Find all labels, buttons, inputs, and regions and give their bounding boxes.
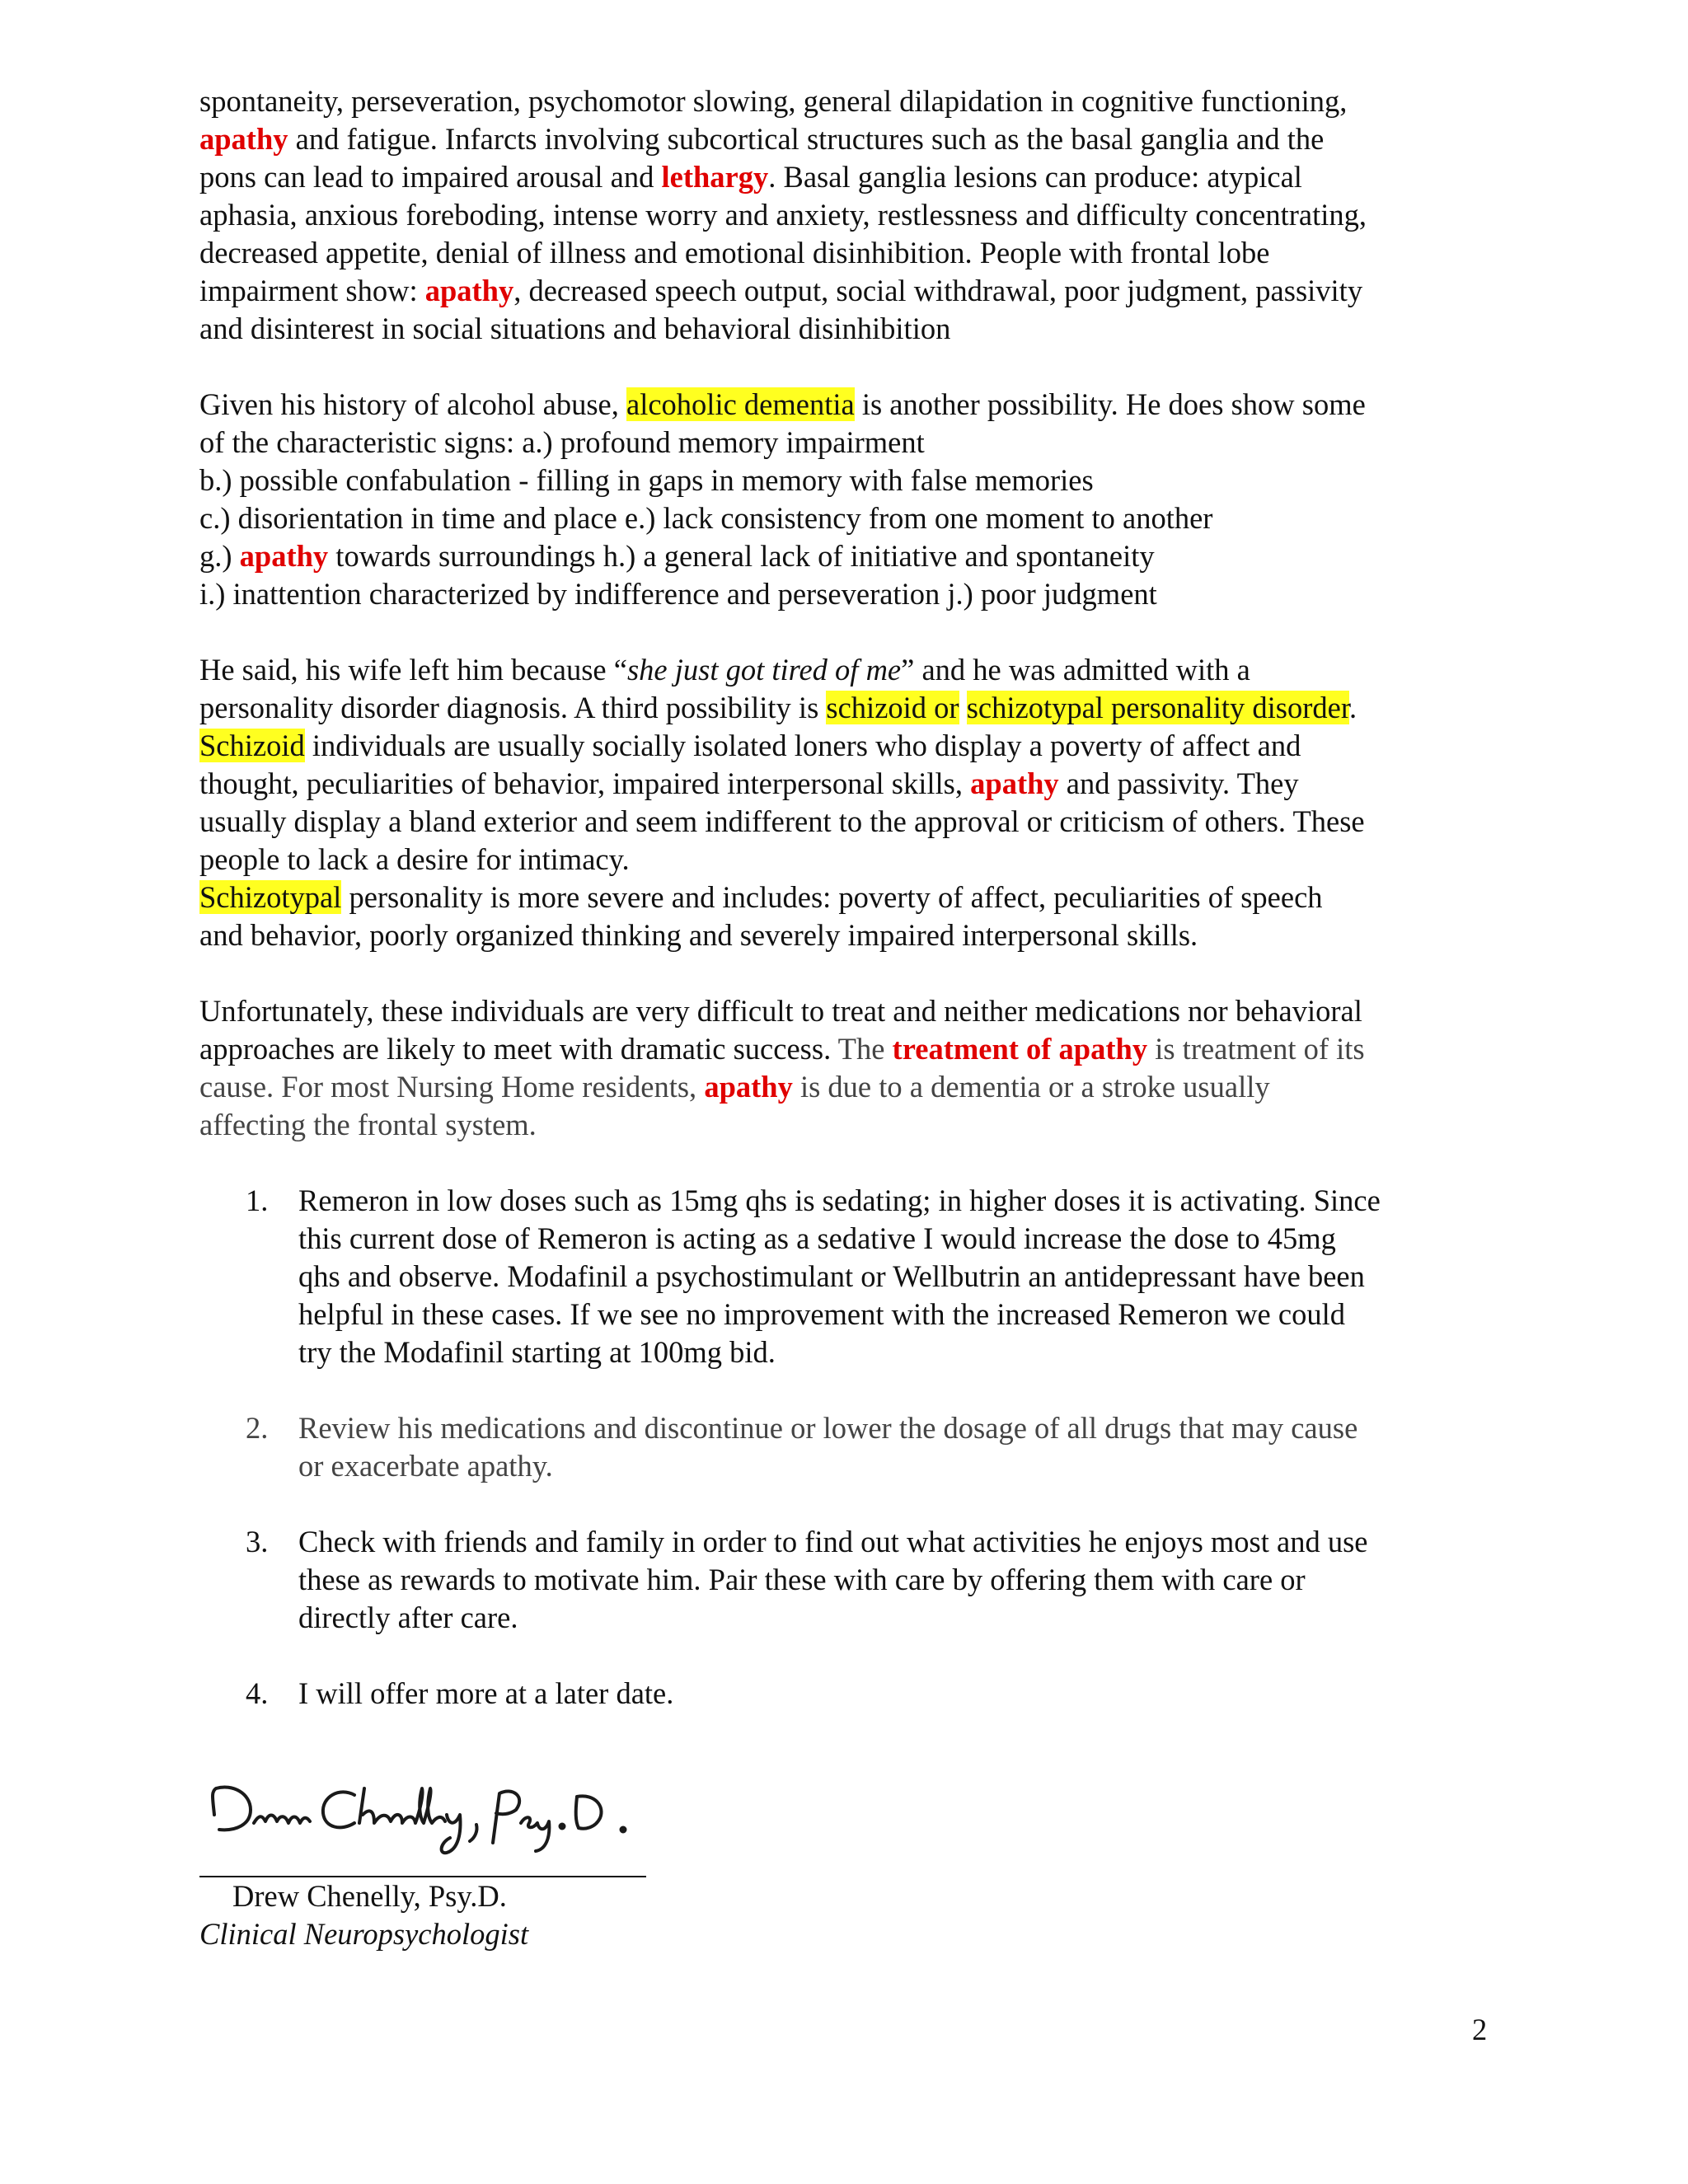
- text-line: pons can lead to impaired arousal and lethargy. Basal ganglia lesions can produce: atypical: [199, 160, 1302, 194]
- paragraph-personality-disorder: [199, 651, 1485, 954]
- text-line: g.) apathy towards surroundings h.) a general lack of initiative and spontaneity: [199, 539, 1155, 573]
- text-line: of the characteristic signs: a.) profound memory impairment: [199, 425, 925, 459]
- text-line: Schizotypal personality is more severe and includes: poverty of affect, peculiarities of speech: [199, 880, 1323, 914]
- paragraph-treatment: [199, 992, 1485, 1144]
- recommendation-4: [199, 1675, 1485, 1713]
- paragraph-subcortical: [199, 82, 1485, 348]
- text-line: and behavior, poorly organized thinking and severely impaired interpersonal skills.: [199, 918, 1198, 952]
- text-line: this current dose of Remeron is acting as a sedative I would increase the dose to 45mg: [298, 1221, 1336, 1255]
- text-line: i.) inattention characterized by indifference and perseveration j.) poor judgment: [199, 577, 1157, 611]
- highlight-schizoid: schizoid or: [826, 691, 959, 724]
- text-line: try the Modafinil starting at 100mg bid.: [298, 1335, 776, 1369]
- term-apathy: apathy: [199, 122, 288, 156]
- term-lethargy: lethargy: [661, 160, 769, 194]
- text-line: thought, peculiarities of behavior, impaired interpersonal skills, apathy and passivity. They: [199, 766, 1299, 800]
- text-line: directly after care.: [298, 1601, 518, 1634]
- highlight-schizotypal-disorder: schizotypal personality disorder: [966, 691, 1349, 724]
- list-number: 1.: [246, 1183, 269, 1217]
- text-line: Check with friends and family in order to find out what activities he enjoys most and use: [298, 1525, 1368, 1558]
- text-line: spontaneity, perseveration, psychomotor slowing, general dilapidation in cognitive functioning,: [199, 84, 1348, 118]
- list-number: 2.: [246, 1411, 269, 1445]
- highlight-alcoholic-dementia: alcoholic dementia: [626, 387, 855, 421]
- document-body: [199, 82, 1485, 1750]
- signature-drawing: [199, 1764, 678, 1863]
- text-line: Schizoid individuals are usually socially isolated loners who display a poverty of affect and: [199, 729, 1301, 762]
- text-line: people to lack a desire for intimacy.: [199, 842, 630, 876]
- term-apathy: apathy: [239, 539, 329, 573]
- text-line: impairment show: apathy, decreased speech output, social withdrawal, poor judgment, passivity: [199, 274, 1363, 307]
- text-line: apathy and fatigue. Infarcts involving subcortical structures such as the basal ganglia and the: [199, 122, 1325, 156]
- text-line: usually display a bland exterior and seem indifferent to the approval or criticism of others. These: [199, 804, 1365, 838]
- signatory-name: Drew Chenelly, Psy.D.: [232, 1879, 507, 1913]
- handwritten-signature: [199, 1764, 678, 1863]
- text-line: decreased appetite, denial of illness and emotional disinhibition. People with frontal lobe: [199, 236, 1270, 269]
- text-line: Remeron in low doses such as 15mg qhs is sedating; in higher doses it is activating. Since: [298, 1183, 1381, 1217]
- term-apathy: apathy: [970, 766, 1059, 800]
- paragraph-alcoholic-dementia: [199, 386, 1485, 613]
- term-treatment-of-apathy: treatment of apathy: [892, 1032, 1148, 1066]
- text-line: Unfortunately, these individuals are very difficult to treat and neither medications nor behavioral: [199, 994, 1362, 1028]
- text-line: b.) possible confabulation - filling in gaps in memory with false memories: [199, 463, 1094, 497]
- term-apathy: apathy: [424, 274, 514, 307]
- recommendation-1: [199, 1182, 1485, 1371]
- highlight-schizoid: Schizoid: [199, 729, 305, 762]
- text-line: or exacerbate apathy.: [298, 1449, 553, 1483]
- highlight-schizotypal: Schizotypal: [199, 880, 342, 914]
- quote-italic: she just got tired of me: [626, 653, 902, 687]
- recommendations-list: [199, 1182, 1485, 1713]
- text-line: affecting the frontal system.: [199, 1108, 537, 1141]
- text-line: and disinterest in social situations and behavioral disinhibition: [199, 312, 951, 345]
- text-line: these as rewards to motivate him. Pair these with care by offering them with care or: [298, 1563, 1306, 1596]
- recommendation-3: [199, 1523, 1485, 1637]
- list-number: 3.: [246, 1525, 269, 1558]
- text-line: Given his history of alcohol abuse, alcoholic dementia is another possibility. He does show some: [199, 387, 1366, 421]
- text-line: aphasia, anxious foreboding, intense worry and anxiety, restlessness and difficulty concentrating,: [199, 198, 1367, 232]
- text-line: approaches are likely to meet with dramatic success. The treatment of apathy is treatment of its: [199, 1032, 1365, 1066]
- recommendation-2: [199, 1409, 1485, 1485]
- text-line: qhs and observe. Modafinil a psychostimulant or Wellbutrin an antidepressant have been: [298, 1259, 1365, 1293]
- signatory-title: Clinical Neuropsychologist: [199, 1917, 529, 1951]
- term-apathy: apathy: [704, 1070, 793, 1104]
- text-line: helpful in these cases. If we see no improvement with the increased Remeron we could: [298, 1297, 1345, 1331]
- text-line: personality disorder diagnosis. A third possibility is schizoid or schizotypal personality disorder.: [199, 691, 1357, 724]
- text-line: Review his medications and discontinue or lower the dosage of all drugs that may cause: [298, 1411, 1358, 1445]
- text-line: c.) disorientation in time and place e.) lack consistency from one moment to another: [199, 501, 1213, 535]
- text-line: I will offer more at a later date.: [298, 1676, 674, 1710]
- text-line: He said, his wife left him because “she just got tired of me” and he was admitted with a: [199, 653, 1250, 687]
- list-number: 4.: [246, 1676, 269, 1710]
- text-line: cause. For most Nursing Home residents, apathy is due to a dementia or a stroke usually: [199, 1070, 1270, 1104]
- page-number: 2: [1472, 2013, 1488, 2046]
